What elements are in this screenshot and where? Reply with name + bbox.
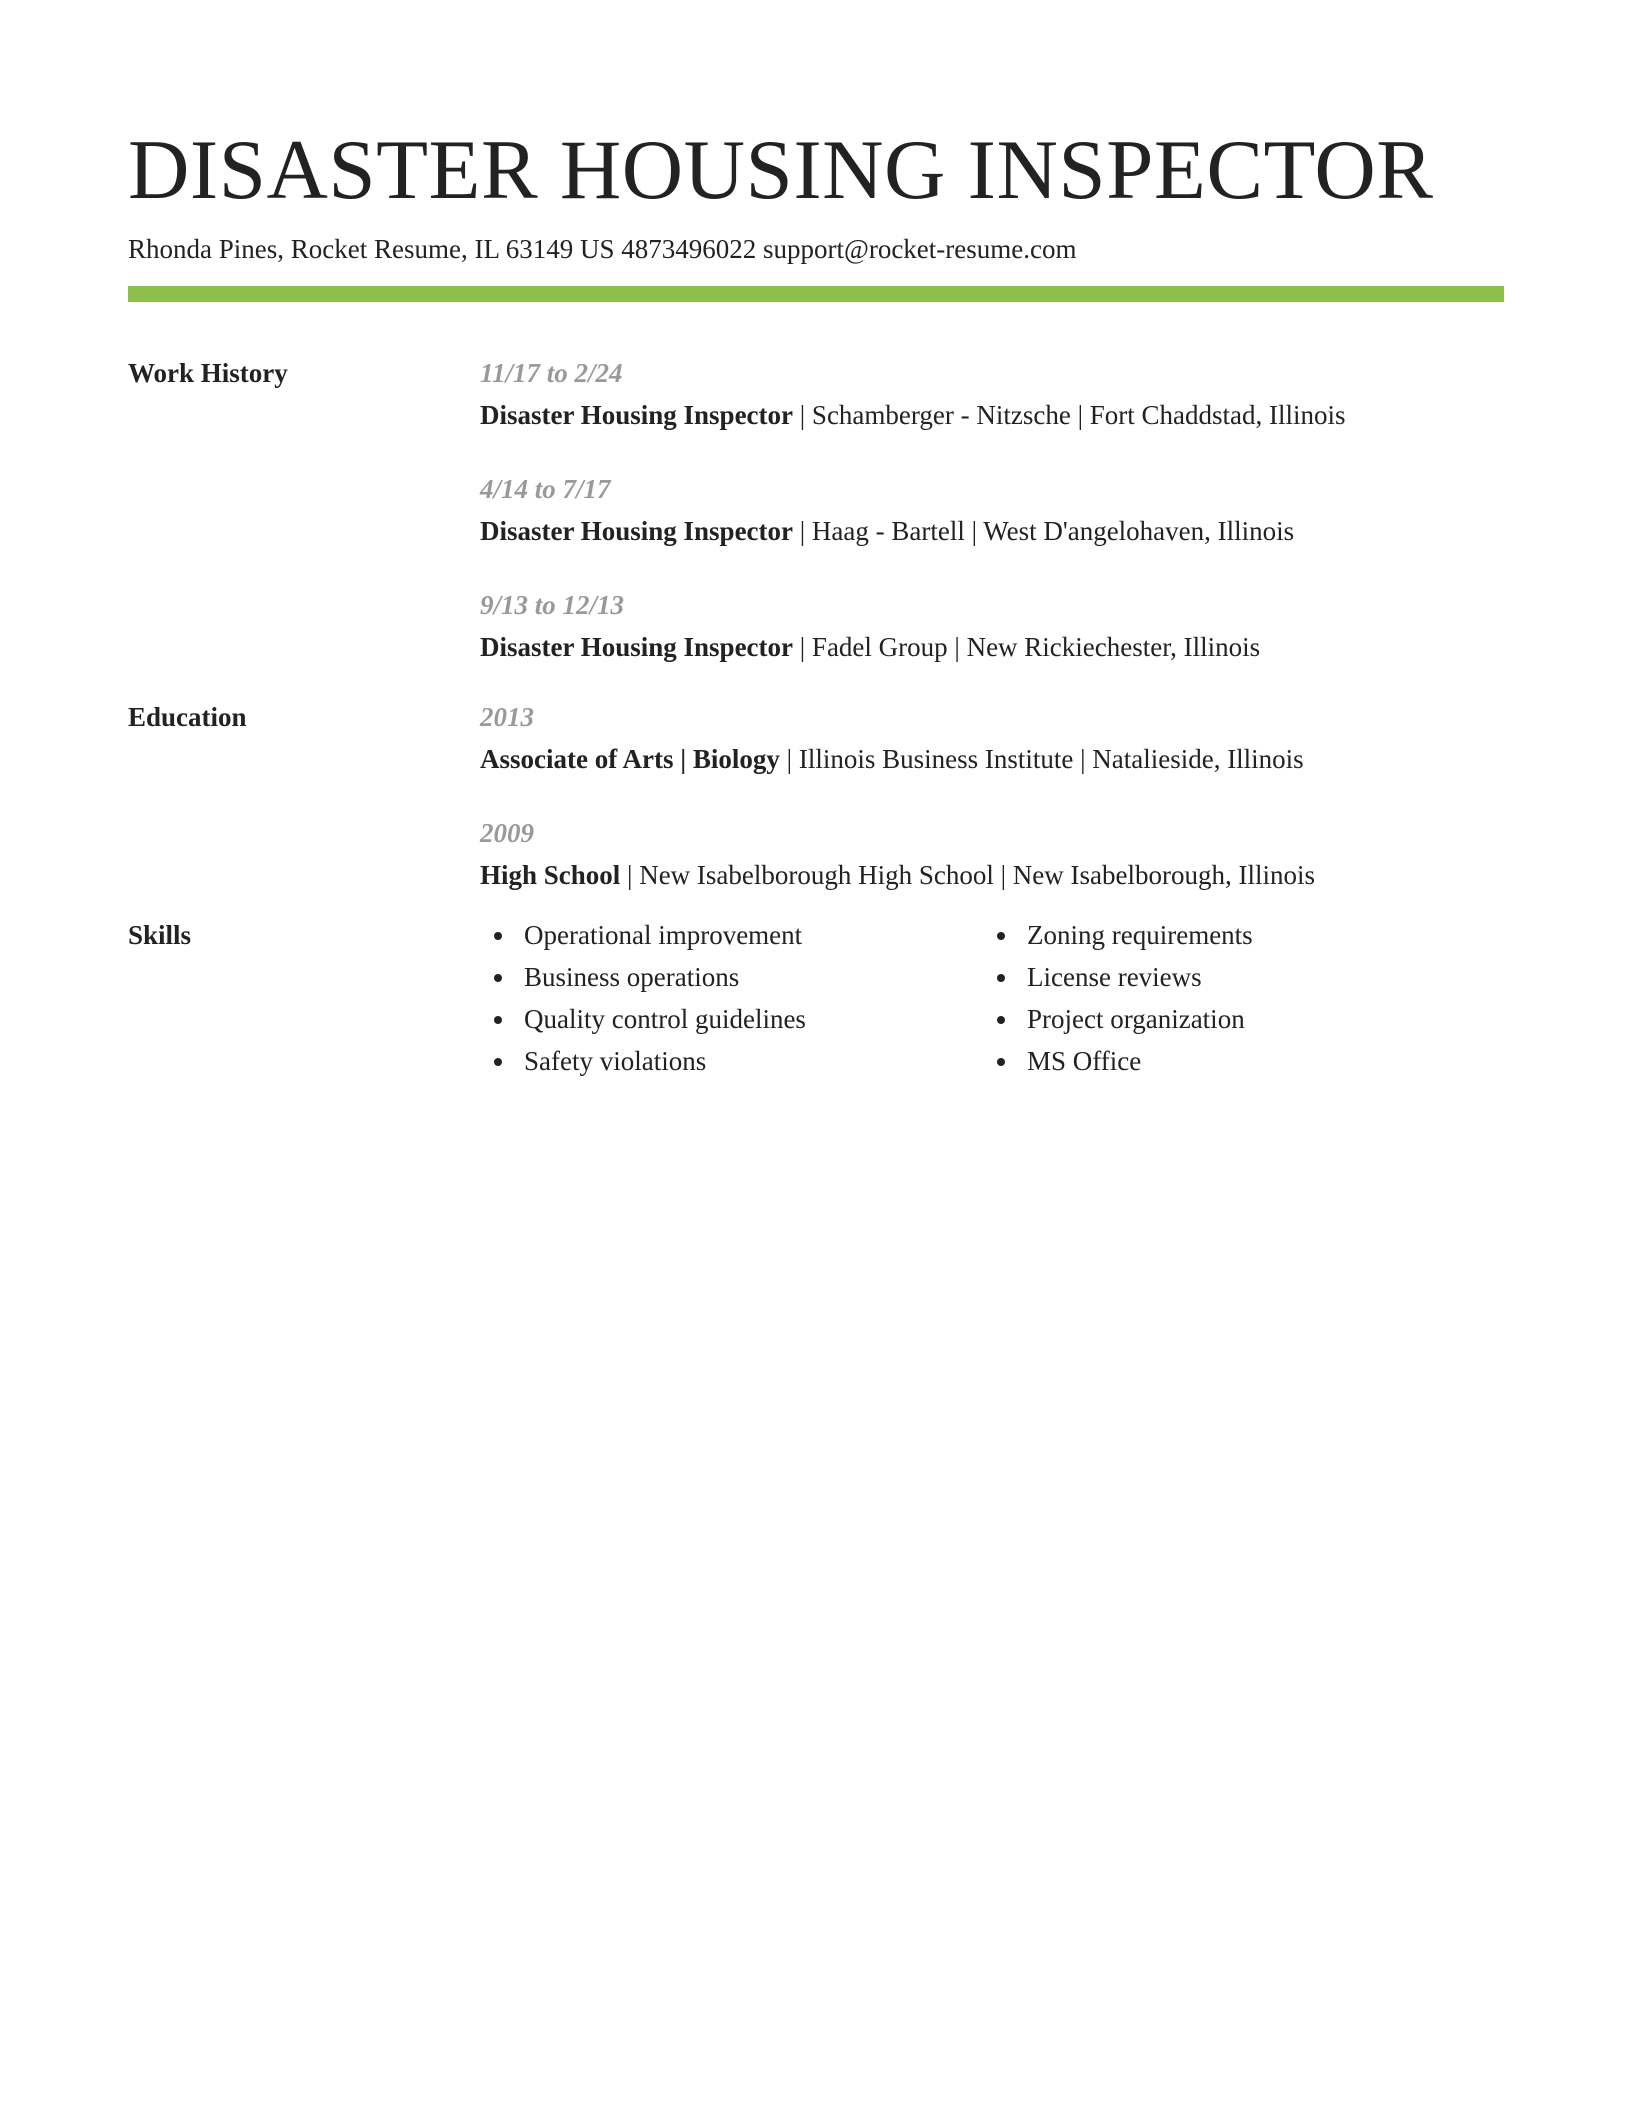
skill-text: MS Office [1027, 1046, 1142, 1076]
entry-details [480, 738, 1504, 780]
bullet-icon [494, 1016, 502, 1024]
skills-list [480, 914, 1504, 1082]
contact-line: Rhonda Pines, Rocket Resume, IL 63149 US 4873496022 support@rocket-resume.com [128, 234, 1077, 264]
entry-details [480, 510, 1504, 552]
entry-employer-location: | Fadel Group | New Rickiechester, Illinois [793, 632, 1261, 662]
bullet-icon [997, 1016, 1005, 1024]
bullet-icon [494, 1058, 502, 1066]
work-entry [480, 468, 1504, 552]
skills-section [128, 914, 1504, 1082]
work-history-entries [480, 352, 1504, 700]
skills-grid [480, 914, 1504, 1082]
section-label-work-history: Work History [128, 358, 288, 388]
skill-text: Zoning requirements [1027, 920, 1253, 950]
entry-job-title: Disaster Housing Inspector [480, 516, 794, 546]
accent-divider [128, 286, 1504, 302]
entry-job-title: Disaster Housing Inspector [480, 400, 794, 430]
entry-date: 2013 [480, 702, 534, 732]
bullet-icon [494, 932, 502, 940]
entry-date: 4/14 to 7/17 [480, 474, 611, 504]
bullet-icon [997, 932, 1005, 940]
section-label-skills: Skills [128, 920, 192, 950]
skill-item [480, 1040, 983, 1082]
entry-job-title: Disaster Housing Inspector [480, 632, 794, 662]
skill-item [480, 914, 983, 956]
skill-item [983, 956, 1486, 998]
entry-employer-location: | Haag - Bartell | West D'angelohaven, Illinois [793, 516, 1295, 546]
entry-degree: Associate of Arts | Biology [480, 744, 780, 774]
skill-item [983, 914, 1486, 956]
bullet-icon [997, 1058, 1005, 1066]
skill-text: Business operations [524, 962, 740, 992]
section-label-education: Education [128, 702, 247, 732]
skill-item [983, 1040, 1486, 1082]
education-section [128, 696, 1504, 928]
entry-degree: High School [480, 860, 621, 890]
skill-text: Operational improvement [524, 920, 803, 950]
bullet-icon [997, 974, 1005, 982]
work-entry [480, 584, 1504, 668]
skills-column-right [983, 914, 1486, 1082]
skill-item [983, 998, 1486, 1040]
skill-text: Project organization [1027, 1004, 1245, 1034]
education-entry [480, 696, 1504, 780]
skill-text: Quality control guidelines [524, 1004, 806, 1034]
entry-employer-location: | Schamberger - Nitzsche | Fort Chaddstad, Illinois [793, 400, 1346, 430]
education-entries [480, 696, 1504, 928]
work-entry [480, 352, 1504, 436]
skill-item [480, 998, 983, 1040]
skills-column-left [480, 914, 983, 1082]
entry-date: 9/13 to 12/13 [480, 590, 625, 620]
skill-text: License reviews [1027, 962, 1202, 992]
entry-school-location: | Illinois Business Institute | Natalieside, Illinois [779, 744, 1304, 774]
entry-details [480, 854, 1504, 896]
education-entry [480, 812, 1504, 896]
entry-date: 11/17 to 2/24 [480, 358, 623, 388]
resume-title: DISASTER HOUSING INSPECTOR [128, 123, 1434, 217]
entry-details [480, 626, 1504, 668]
skill-text: Safety violations [524, 1046, 707, 1076]
skill-item [480, 956, 983, 998]
resume-page [128, 120, 1504, 1082]
work-history-section [128, 352, 1504, 700]
entry-date: 2009 [480, 818, 534, 848]
entry-details [480, 394, 1504, 436]
entry-school-location: | New Isabelborough High School | New Isabelborough, Illinois [620, 860, 1315, 890]
bullet-icon [494, 974, 502, 982]
